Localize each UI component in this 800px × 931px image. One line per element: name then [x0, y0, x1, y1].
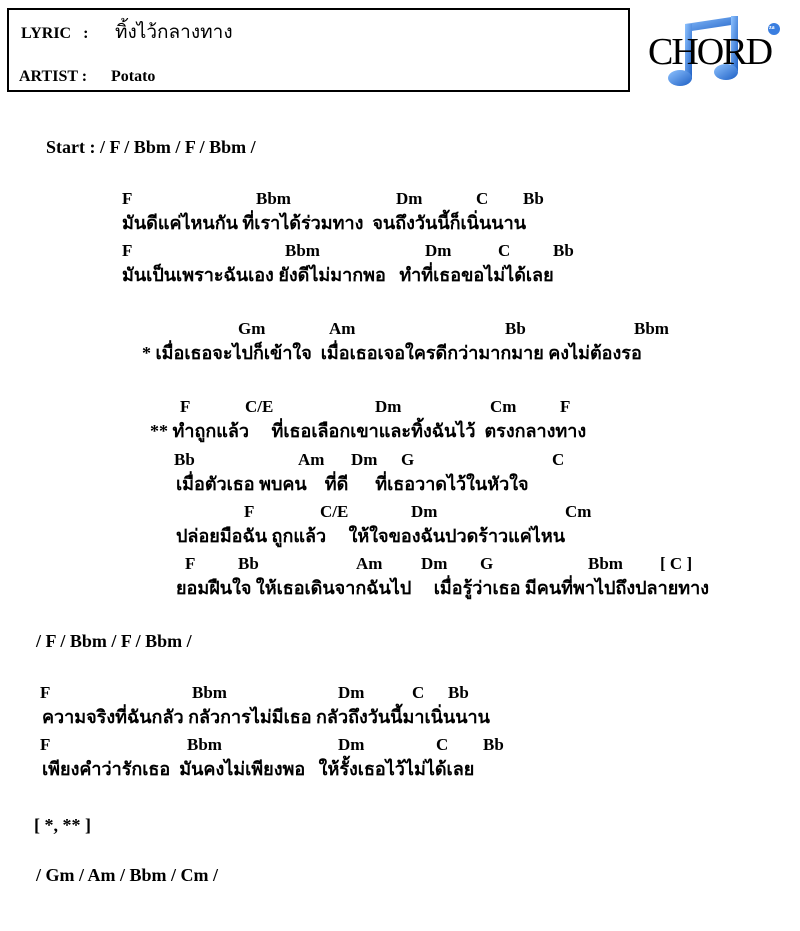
lyric-line: เพียงคำว่ารักเธอ มันคงไม่เพียงพอ ให้รั้งเธอไว้ไม่ได้เลย [42, 759, 475, 779]
chord: Bbm [256, 189, 291, 208]
chord: Dm [421, 554, 448, 573]
chord: F [560, 397, 571, 416]
chord: Cm [565, 502, 592, 521]
chord: Bbm [285, 241, 320, 260]
artist-label: ARTIST : [19, 68, 88, 85]
outro-chords: / Gm / Am / Bbm / Cm / [36, 865, 219, 885]
chord: C [476, 189, 489, 208]
chord: Bb [553, 241, 574, 260]
lyric-line: * เมื่อเธอจะไปก็เข้าใจ เมื่อเธอเจอใครดีกว่ามากมาย คงไม่ต้องรอ [142, 343, 642, 363]
song-title: ทิ้งไว้กลางทาง [115, 22, 233, 43]
chord: Dm [338, 735, 365, 754]
lyric-line: ยอมฝืนใจ ให้เธอเดินจากฉันไป เมื่อรู้ว่าเธอ มีคนที่พาไปถึงปลายทาง [176, 578, 710, 598]
intro-chords: Start : / F / Bbm / F / Bbm / [46, 137, 256, 157]
chord: Bbm [634, 319, 669, 338]
lyric-line: ** ทำถูกแล้ว ที่เธอเลือกเขาและทิ้งฉันไว้ ตรงกลางทาง [150, 421, 587, 441]
logo-badge: za [769, 25, 775, 31]
chord: Am [329, 319, 356, 338]
chord: C [498, 241, 511, 260]
lyric-line: มันดีแค่ไหนกัน ที่เราได้ร่วมทาง จนถึงวันนี้ก็เนิ่นนาน [122, 213, 526, 233]
song-info-box [7, 8, 630, 92]
chord: Bb [483, 735, 504, 754]
lyric-line: เมื่อตัวเธอ พบคน ที่ดี ที่เธอวาดไว้ในหัวใจ [176, 474, 529, 494]
chord: Am [356, 554, 383, 573]
lyric-line: ปล่อยมือฉัน ถูกแล้ว ให้ใจของฉันปวดร้าวแค่ไหน [176, 526, 566, 546]
lyric-line: มันเป็นเพราะฉันเอง ยังดีไม่มากพอ ทำที่เธอขอไม่ได้เลย [122, 265, 554, 285]
chord: Am [298, 450, 325, 469]
interlude-chords: / F / Bbm / F / Bbm / [36, 631, 192, 651]
chord: G [480, 554, 494, 573]
lyric-label: LYRIC : [21, 25, 89, 42]
artist-name: Potato [111, 68, 156, 85]
chord: Bb [174, 450, 195, 469]
chord: F [180, 397, 191, 416]
chord: Dm [425, 241, 452, 260]
chord: C/E [320, 502, 349, 521]
logo-text: CHORD [648, 31, 772, 73]
chord: C [552, 450, 565, 469]
chord: Bbm [192, 683, 227, 702]
chord: Dm [351, 450, 378, 469]
chord-logo [640, 12, 785, 87]
chord: Dm [375, 397, 402, 416]
chord: C/E [245, 397, 274, 416]
chord: F [122, 241, 133, 260]
chord: G [401, 450, 415, 469]
chord: Bbm [187, 735, 222, 754]
chord: C [436, 735, 449, 754]
chord: Dm [411, 502, 438, 521]
chord: Gm [238, 319, 266, 338]
chord: Bb [505, 319, 526, 338]
chord: F [122, 189, 133, 208]
chord: C [412, 683, 425, 702]
chord: F [244, 502, 255, 521]
lyric-line: ความจริงที่ฉันกลัว กลัวการไม่มีเธอ กลัวถึงวันนี้มาเนิ่นนาน [42, 707, 490, 727]
chord: Dm [396, 189, 423, 208]
chord: F [40, 735, 51, 754]
chord: F [185, 554, 196, 573]
chord: Bb [448, 683, 469, 702]
chord: Dm [338, 683, 365, 702]
chord: Bb [238, 554, 259, 573]
chord: Bbm [588, 554, 623, 573]
chord: F [40, 683, 51, 702]
repeat-marker: [ *, ** ] [34, 815, 91, 835]
chord: Bb [523, 189, 544, 208]
chord: [ C ] [660, 554, 693, 573]
chord: Cm [490, 397, 517, 416]
